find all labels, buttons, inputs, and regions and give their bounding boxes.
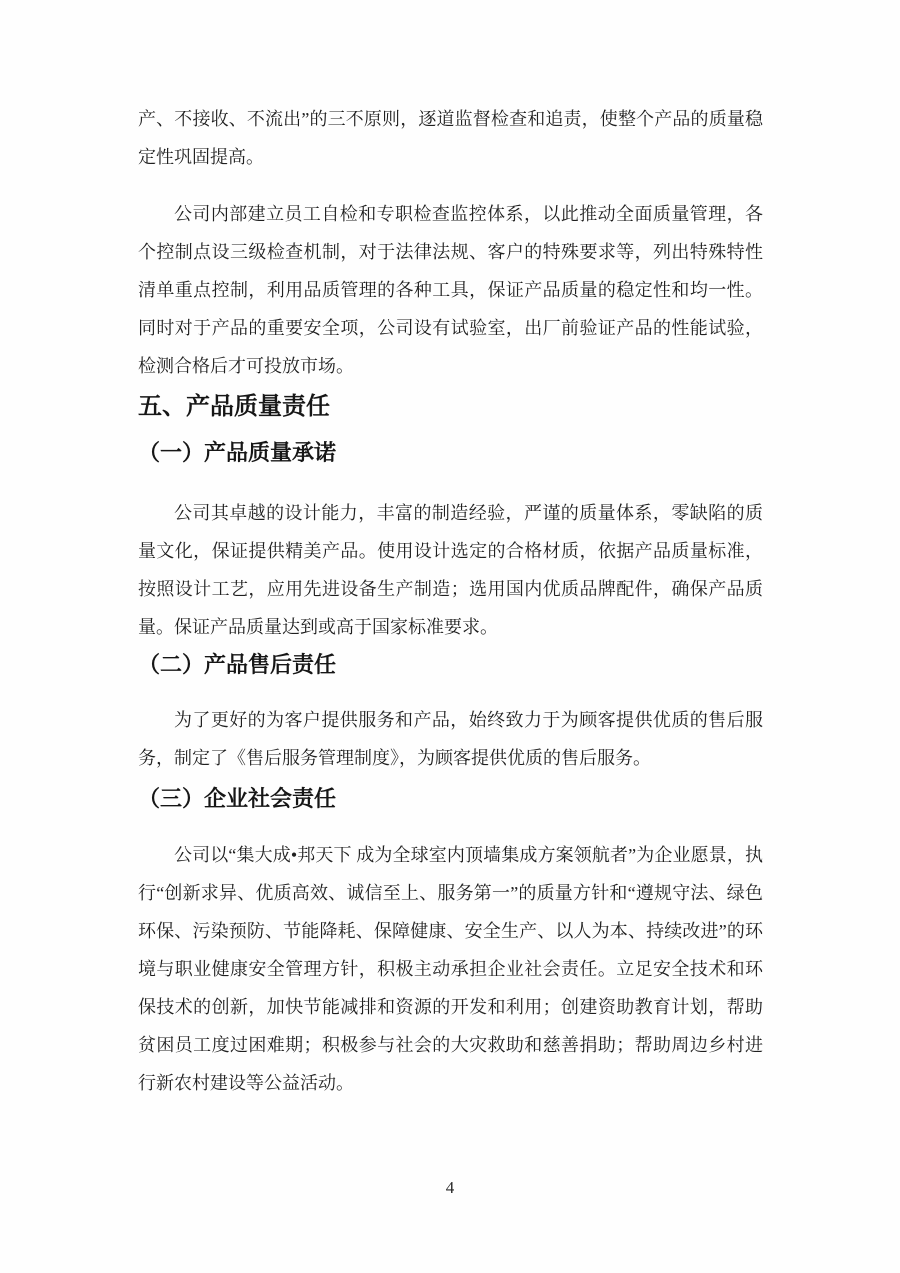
paragraph-quality-control-system: 公司内部建立员工自检和专职检查监控体系，以此推动全面质量管理，各个控制点设三级检查机制，对于法律法规、客户的特殊要求等，列出特殊特性清单重点控制，利用品质管理的各种工具，保证产品质量的稳定性和均一性。同时对于产品的重要安全项，公司设有试验室，出厂前验证产品的性能试验，检测合格后才可投放市场。 [138, 204, 763, 376]
paragraph-quality-commitment: 公司其卓越的设计能力，丰富的制造经验，严谨的质量体系，零缺陷的质量文化，保证提供精美产品。使用设计选定的合格材质，依据产品质量标准，按照设计工艺，应用先进设备生产制造；选用国内优质品牌配件，确保产品质量。保证产品质量达到或高于国家标准要求。 [138, 503, 763, 637]
paragraph-continuation: 产、不接收、不流出”的三不原则，逐道监督检查和追责，使整个产品的质量稳定性巩固提高。 [138, 109, 763, 167]
subsection-heading-after-sales-responsibility: （二）产品售后责任 [138, 652, 337, 677]
paragraph-after-sales-responsibility: 为了更好的为客户提供服务和产品，始终致力于为顾客提供优质的售后服务，制定了《售后服务管理制度》，为顾客提供优质的售后服务。 [138, 710, 763, 768]
paragraph-social-responsibility: 公司以“集大成•邦天下 成为全球室内顶墙集成方案领航者”为企业愿景，执行“创新求异、优质高效、诚信至上、服务第一”的质量方针和“遵规守法、绿色环保、污染预防、节能降耗、保障健康、安全生产、以人为本、持续改进”的环境与职业健康安全管理方针，积极主动承担企业社会责任。立足安全技术和环保技术的创新，加快节能减排和资源的开发和利用；创建资助教育计划，帮助贫困员工度过困难期；积极参与社会的大灾救助和慈善捐助；帮助周边乡村进行新农村建设等公益活动。 [138, 845, 763, 1093]
page-content [138, 0, 763, 1102]
subsection-heading-quality-commitment: （一）产品质量承诺 [138, 440, 337, 465]
page-footer [0, 1178, 900, 1198]
page-number: 4 [445, 1178, 455, 1197]
section-heading-product-quality-responsibility: 五、产品质量责任 [138, 393, 330, 420]
subsection-heading-social-responsibility: （三）企业社会责任 [138, 786, 337, 811]
